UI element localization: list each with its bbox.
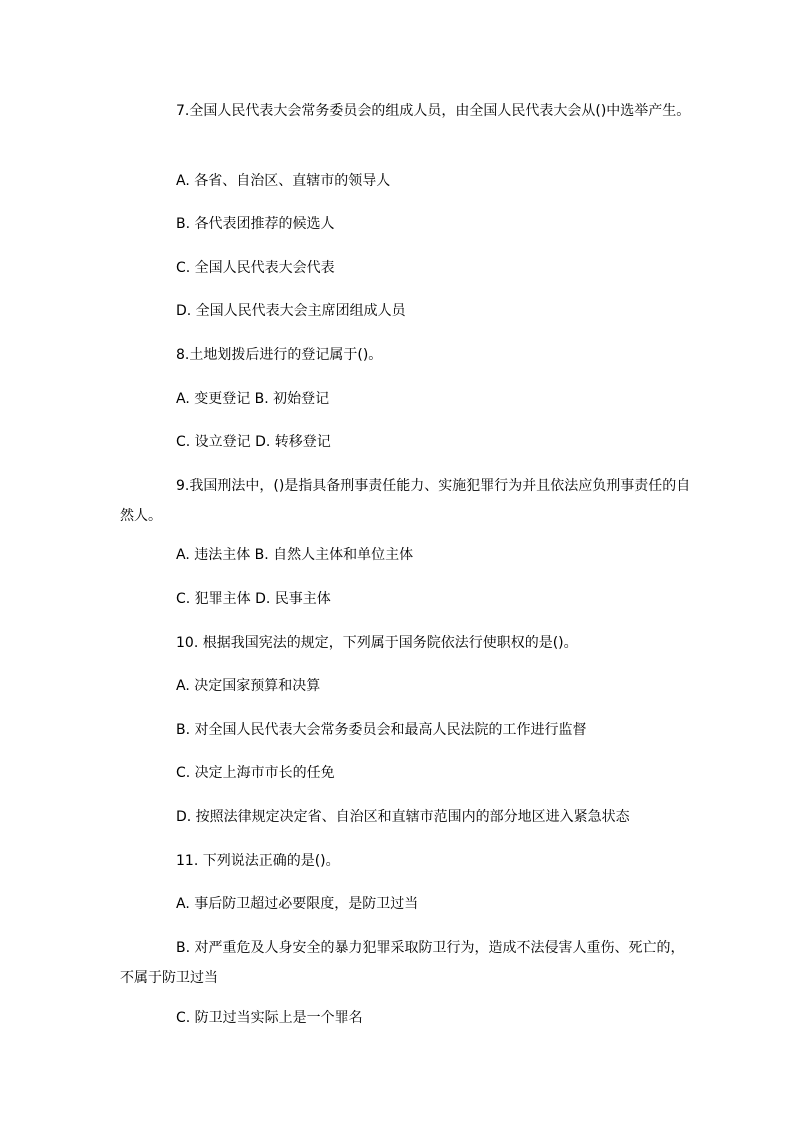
question-11-stem: 11. 下列说法正确的是()。 <box>176 853 340 869</box>
question-11-option-b: B. 对严重危及人身安全的暴力犯罪采取防卫行为，造成不法侵害人重伤、死亡的，不属于防卫过当 <box>120 940 685 986</box>
question-8-options-ab: A. 变更登记 B. 初始登记 <box>176 391 330 407</box>
question-10-stem: 10. 根据我国宪法的规定，下列属于国务院依法行使职权的是()。 <box>176 635 578 651</box>
question-7-option-c: C. 全国人民代表大会代表 <box>176 260 335 276</box>
question-9-stem: 9.我国刑法中，()是指具备刑事责任能力、实施犯罪行为并且依法应负刑事责任的自然人。 <box>120 478 691 524</box>
question-7-option-b: B. 各代表团推荐的候选人 <box>176 216 335 232</box>
question-10-option-b: B. 对全国人民代表大会常务委员会和最高人民法院的工作进行监督 <box>176 722 587 738</box>
question-7-option-a: A. 各省、自治区、直辖市的领导人 <box>176 173 391 189</box>
question-7-option-d: D. 全国人民代表大会主席团组成人员 <box>176 303 406 319</box>
question-8-options-cd: C. 设立登记 D. 转移登记 <box>176 434 331 450</box>
question-10-option-c: C. 决定上海市市长的任免 <box>176 765 335 781</box>
question-7-stem: 7.全国人民代表大会常务委员会的组成人员，由全国人民代表大会从()中选举产生。 <box>176 103 691 119</box>
question-10-option-d: D. 按照法律规定决定省、自治区和直辖市范围内的部分地区进入紧急状态 <box>176 809 630 825</box>
question-11-option-c: C. 防卫过当实际上是一个罪名 <box>176 1010 363 1026</box>
question-9-options-ab: A. 违法主体 B. 自然人主体和单位主体 <box>176 547 414 563</box>
question-8-stem: 8.土地划拨后进行的登记属于()。 <box>176 347 383 363</box>
question-11-option-a: A. 事后防卫超过必要限度，是防卫过当 <box>176 896 419 912</box>
question-9-options-cd: C. 犯罪主体 D. 民事主体 <box>176 591 331 607</box>
question-10-option-a: A. 决定国家预算和决算 <box>176 678 321 694</box>
